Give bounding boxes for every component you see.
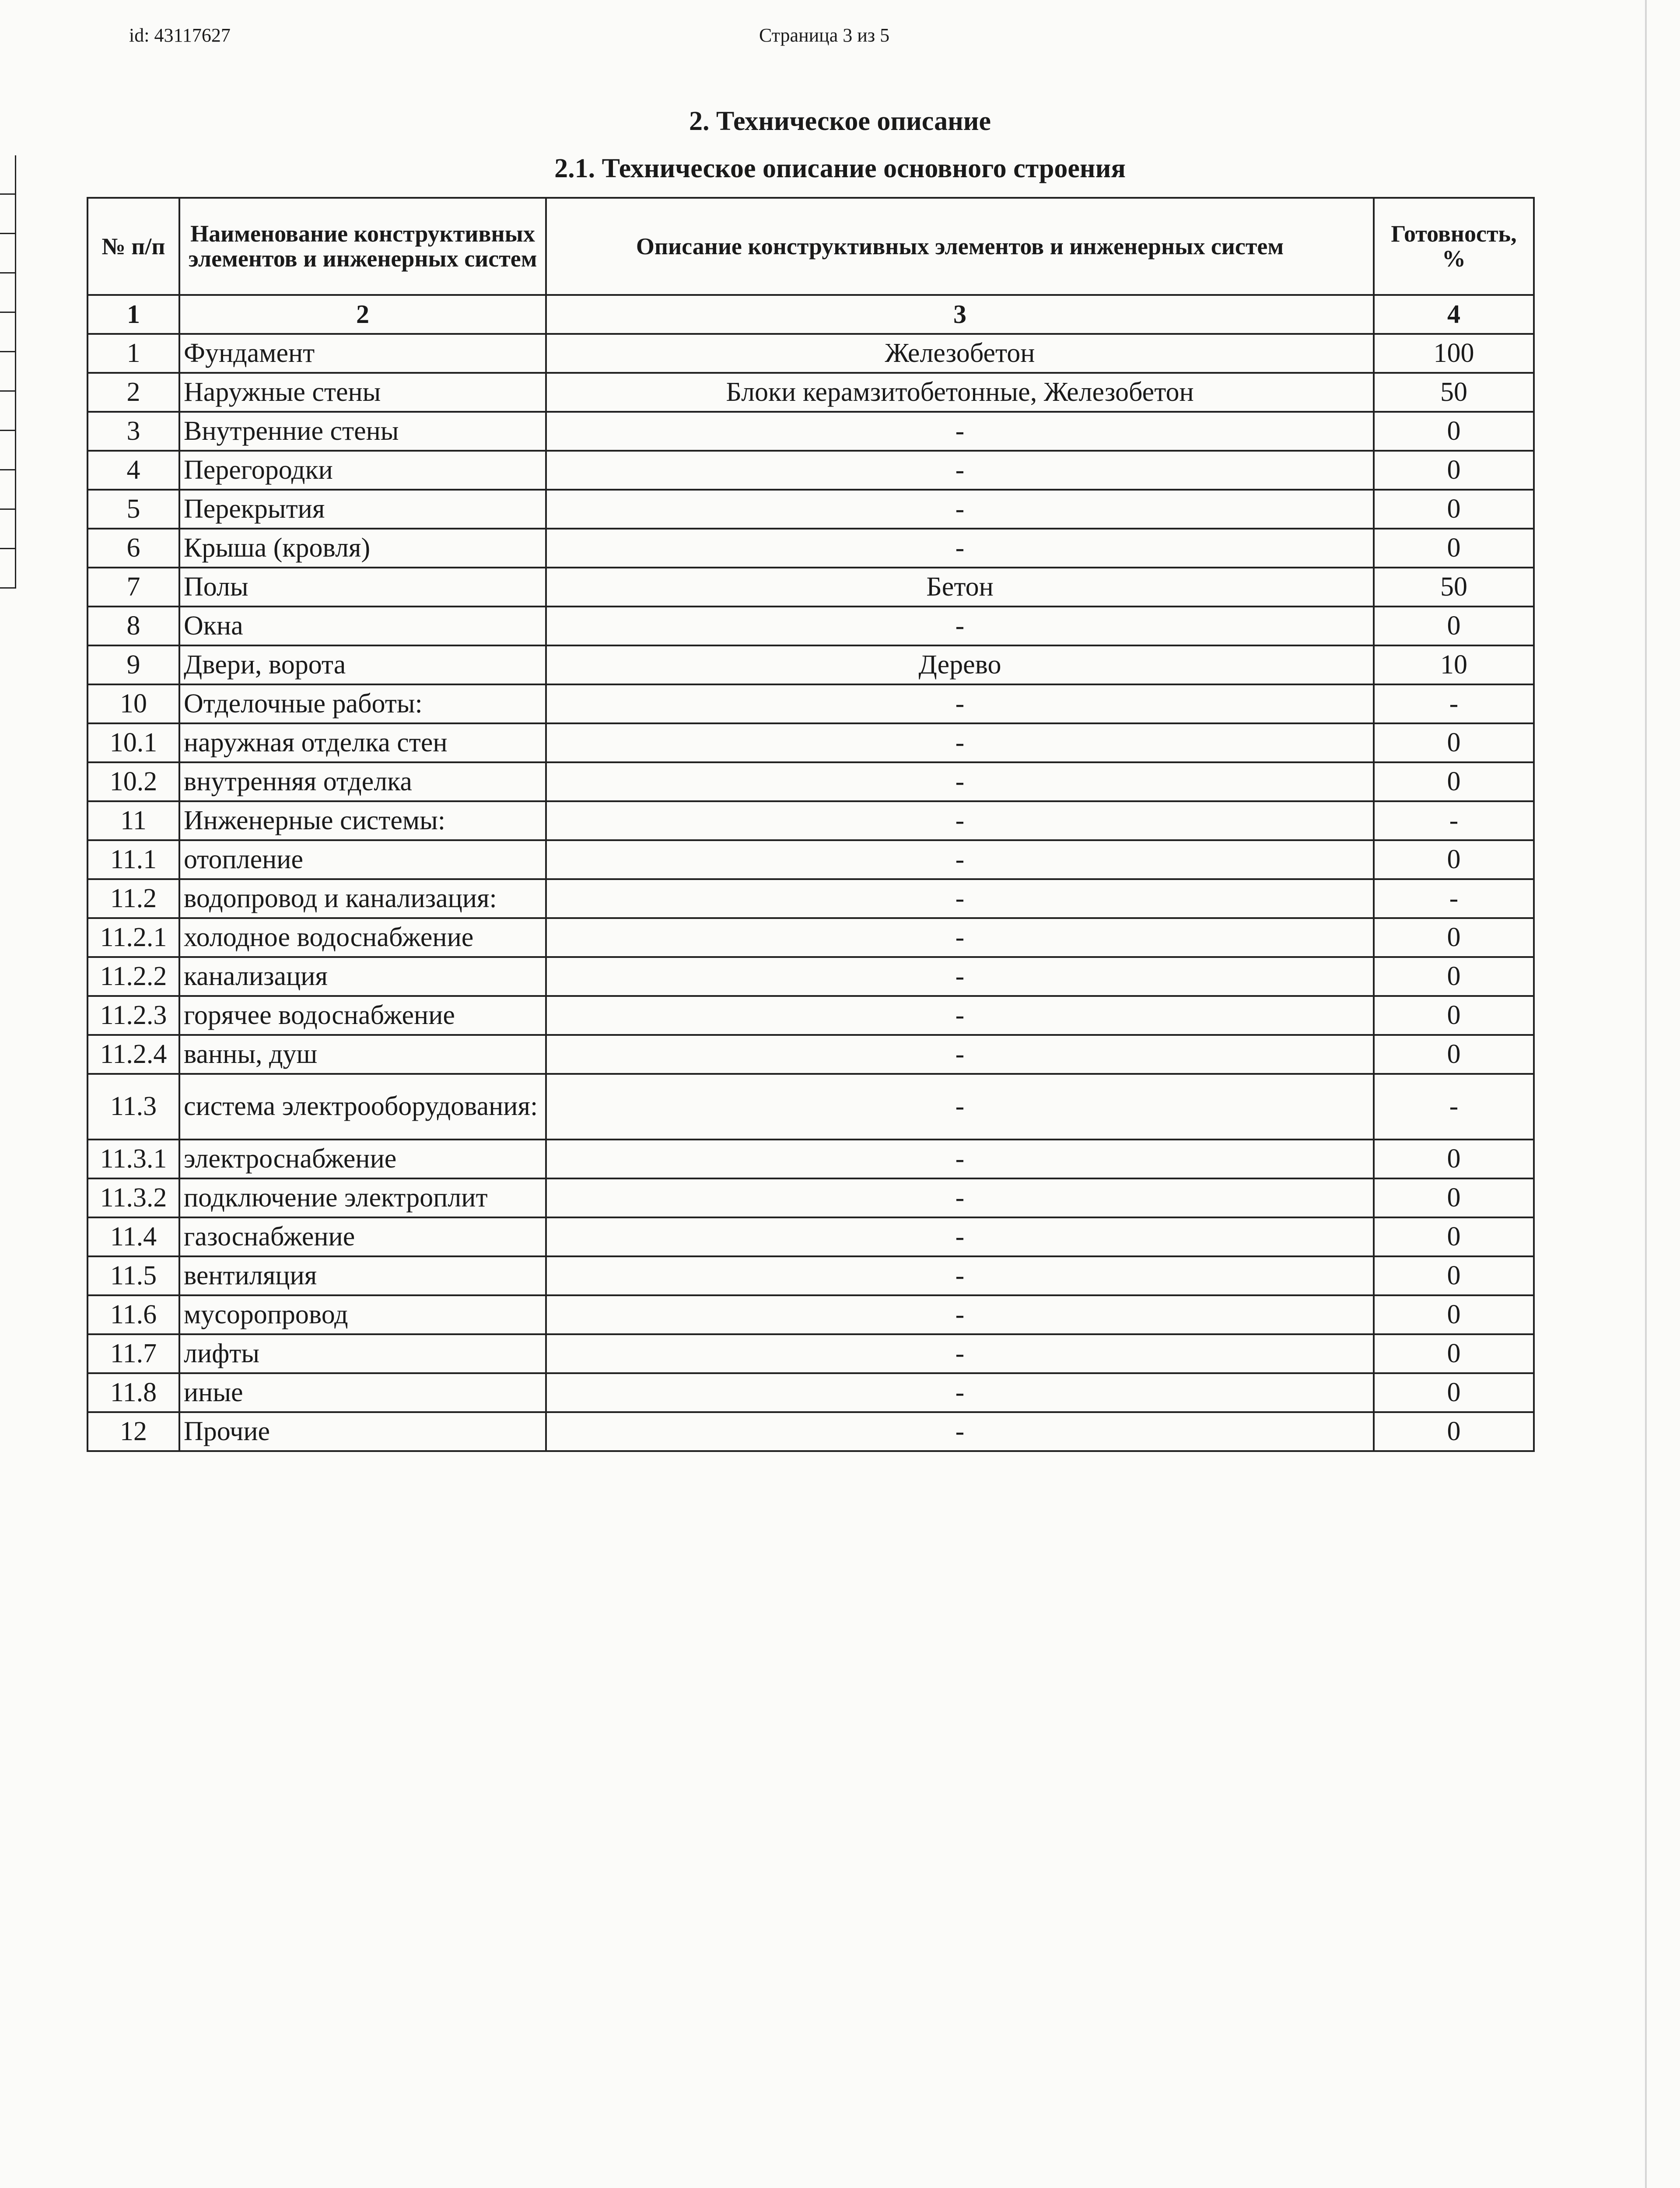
- cell-readiness: 0: [1374, 996, 1534, 1035]
- cell-number: 11.5: [88, 1256, 179, 1295]
- cell-name: Инженерные системы:: [179, 801, 546, 840]
- cell-name: Крыша (кровля): [179, 529, 546, 568]
- cell-number: 11.2.4: [88, 1035, 179, 1074]
- table-row: [88, 373, 1534, 412]
- cell-description: -: [546, 957, 1374, 996]
- cell-name: Отделочные работы:: [179, 684, 546, 723]
- page-right-edge: [1645, 0, 1647, 2188]
- table-row: [88, 762, 1534, 801]
- cell-description: -: [546, 918, 1374, 957]
- technical-description-table: [87, 197, 1535, 1452]
- cell-name: Наружные стены: [179, 373, 546, 412]
- cell-description: -: [546, 723, 1374, 762]
- cell-description: -: [546, 801, 1374, 840]
- cell-description: -: [546, 1295, 1374, 1334]
- cell-readiness: 100: [1374, 334, 1534, 373]
- cell-name: система электрооборудования:: [179, 1074, 546, 1140]
- column-number: 3: [546, 295, 1374, 334]
- table-row: [88, 840, 1534, 879]
- cell-description: -: [546, 1334, 1374, 1373]
- cell-number: 11.4: [88, 1217, 179, 1256]
- column-number-row: [88, 295, 1534, 334]
- cell-name: газоснабжение: [179, 1217, 546, 1256]
- page-number: Страница 3 из 5: [759, 25, 890, 46]
- cell-readiness: 0: [1374, 762, 1534, 801]
- table-row: [88, 879, 1534, 918]
- left-edge-table-fragment: [0, 155, 16, 589]
- cell-name: наружная отделка стен: [179, 723, 546, 762]
- cell-readiness: 50: [1374, 373, 1534, 412]
- table-row: [88, 1074, 1534, 1140]
- cell-description: -: [546, 684, 1374, 723]
- cell-description: Железобетон: [546, 334, 1374, 373]
- cell-description: Дерево: [546, 645, 1374, 684]
- cell-readiness: 0: [1374, 723, 1534, 762]
- cell-description: Блоки керамзитобетонные, Железобетон: [546, 373, 1374, 412]
- cell-number: 11.3.2: [88, 1178, 179, 1217]
- cell-name: Перекрытия: [179, 490, 546, 529]
- cell-name: Перегородки: [179, 451, 546, 490]
- cell-number: 10.1: [88, 723, 179, 762]
- cell-description: -: [546, 412, 1374, 451]
- cell-name: Внутренние стены: [179, 412, 546, 451]
- cell-name: холодное водоснабжение: [179, 918, 546, 957]
- cell-readiness: 0: [1374, 840, 1534, 879]
- header-row: [88, 198, 1534, 295]
- cell-number: 9: [88, 645, 179, 684]
- cell-name: вентиляция: [179, 1256, 546, 1295]
- cell-readiness: 0: [1374, 1217, 1534, 1256]
- cell-name: ванны, душ: [179, 1035, 546, 1074]
- table-row: [88, 1412, 1534, 1451]
- cell-number: 11.6: [88, 1295, 179, 1334]
- cell-readiness: 0: [1374, 490, 1534, 529]
- cell-name: Фундамент: [179, 334, 546, 373]
- cell-number: 11.3.1: [88, 1140, 179, 1178]
- cell-number: 7: [88, 568, 179, 607]
- table-row: [88, 1256, 1534, 1295]
- cell-name: лифты: [179, 1334, 546, 1373]
- cell-description: -: [546, 1178, 1374, 1217]
- cell-readiness: 0: [1374, 918, 1534, 957]
- cell-readiness: 10: [1374, 645, 1534, 684]
- cell-name: горячее водоснабжение: [179, 996, 546, 1035]
- table-row: [88, 529, 1534, 568]
- cell-readiness: -: [1374, 1074, 1534, 1140]
- cell-number: 10: [88, 684, 179, 723]
- cell-readiness: 0: [1374, 607, 1534, 645]
- column-number: 2: [179, 295, 546, 334]
- table-row: [88, 1140, 1534, 1178]
- cell-number: 12: [88, 1412, 179, 1451]
- header-description: Описание конструктивных элементов и инженерных систем: [546, 198, 1374, 295]
- table-row: [88, 1334, 1534, 1373]
- cell-description: -: [546, 1412, 1374, 1451]
- table-row: [88, 723, 1534, 762]
- table-row: [88, 996, 1534, 1035]
- table-row: [88, 490, 1534, 529]
- cell-name: иные: [179, 1373, 546, 1412]
- cell-number: 1: [88, 334, 179, 373]
- cell-number: 11: [88, 801, 179, 840]
- document-id: id: 43117627: [129, 25, 231, 46]
- table-row: [88, 957, 1534, 996]
- cell-description: -: [546, 607, 1374, 645]
- cell-description: -: [546, 1373, 1374, 1412]
- cell-readiness: -: [1374, 801, 1534, 840]
- cell-number: 11.2.3: [88, 996, 179, 1035]
- table-row: [88, 684, 1534, 723]
- cell-name: отопление: [179, 840, 546, 879]
- table-row: [88, 1217, 1534, 1256]
- table-row: [88, 1035, 1534, 1074]
- cell-description: -: [546, 451, 1374, 490]
- cell-number: 8: [88, 607, 179, 645]
- cell-name: мусоропровод: [179, 1295, 546, 1334]
- table-row: [88, 334, 1534, 373]
- cell-description: Бетон: [546, 568, 1374, 607]
- cell-number: 10.2: [88, 762, 179, 801]
- table-row: [88, 451, 1534, 490]
- cell-readiness: 0: [1374, 1412, 1534, 1451]
- cell-description: -: [546, 1256, 1374, 1295]
- table-row: [88, 607, 1534, 645]
- cell-name: внутренняя отделка: [179, 762, 546, 801]
- cell-number: 11.7: [88, 1334, 179, 1373]
- table-row: [88, 1373, 1534, 1412]
- table-row: [88, 918, 1534, 957]
- cell-readiness: 0: [1374, 412, 1534, 451]
- cell-description: -: [546, 996, 1374, 1035]
- header-name: Наименование конструктивных элементов и инженерных систем: [179, 198, 546, 295]
- cell-name: канализация: [179, 957, 546, 996]
- column-number: 1: [88, 295, 179, 334]
- cell-readiness: 0: [1374, 529, 1534, 568]
- cell-readiness: 0: [1374, 451, 1534, 490]
- cell-number: 4: [88, 451, 179, 490]
- table-row: [88, 801, 1534, 840]
- cell-readiness: -: [1374, 879, 1534, 918]
- cell-number: 11.1: [88, 840, 179, 879]
- cell-name: Прочие: [179, 1412, 546, 1451]
- cell-readiness: 0: [1374, 1295, 1534, 1334]
- cell-readiness: 0: [1374, 1178, 1534, 1217]
- table-row: [88, 568, 1534, 607]
- header-readiness: Готовность, %: [1374, 198, 1534, 295]
- cell-description: -: [546, 1074, 1374, 1140]
- cell-description: -: [546, 879, 1374, 918]
- cell-name: Двери, ворота: [179, 645, 546, 684]
- cell-number: 11.2: [88, 879, 179, 918]
- cell-number: 11.3: [88, 1074, 179, 1140]
- cell-description: -: [546, 1140, 1374, 1178]
- cell-readiness: 0: [1374, 957, 1534, 996]
- cell-number: 3: [88, 412, 179, 451]
- cell-name: подключение электроплит: [179, 1178, 546, 1217]
- cell-readiness: 0: [1374, 1140, 1534, 1178]
- cell-description: -: [546, 1217, 1374, 1256]
- cell-readiness: 0: [1374, 1334, 1534, 1373]
- cell-number: 5: [88, 490, 179, 529]
- cell-readiness: -: [1374, 684, 1534, 723]
- cell-number: 11.8: [88, 1373, 179, 1412]
- table-row: [88, 1295, 1534, 1334]
- cell-name: Окна: [179, 607, 546, 645]
- section-title: 2. Техническое описание: [689, 106, 991, 136]
- cell-number: 6: [88, 529, 179, 568]
- table-row: [88, 1178, 1534, 1217]
- cell-readiness: 0: [1374, 1256, 1534, 1295]
- section-subtitle: 2.1. Техническое описание основного строения: [554, 154, 1126, 183]
- cell-readiness: 0: [1374, 1373, 1534, 1412]
- cell-description: -: [546, 490, 1374, 529]
- column-number: 4: [1374, 295, 1534, 334]
- cell-readiness: 50: [1374, 568, 1534, 607]
- table-row: [88, 645, 1534, 684]
- cell-name: электроснабжение: [179, 1140, 546, 1178]
- table-row: [88, 412, 1534, 451]
- header-number: № п/п: [88, 198, 179, 295]
- cell-description: -: [546, 1035, 1374, 1074]
- cell-description: -: [546, 762, 1374, 801]
- cell-number: 11.2.1: [88, 918, 179, 957]
- cell-description: -: [546, 840, 1374, 879]
- cell-name: Полы: [179, 568, 546, 607]
- cell-number: 2: [88, 373, 179, 412]
- cell-description: -: [546, 529, 1374, 568]
- cell-readiness: 0: [1374, 1035, 1534, 1074]
- cell-name: водопровод и канализация:: [179, 879, 546, 918]
- cell-number: 11.2.2: [88, 957, 179, 996]
